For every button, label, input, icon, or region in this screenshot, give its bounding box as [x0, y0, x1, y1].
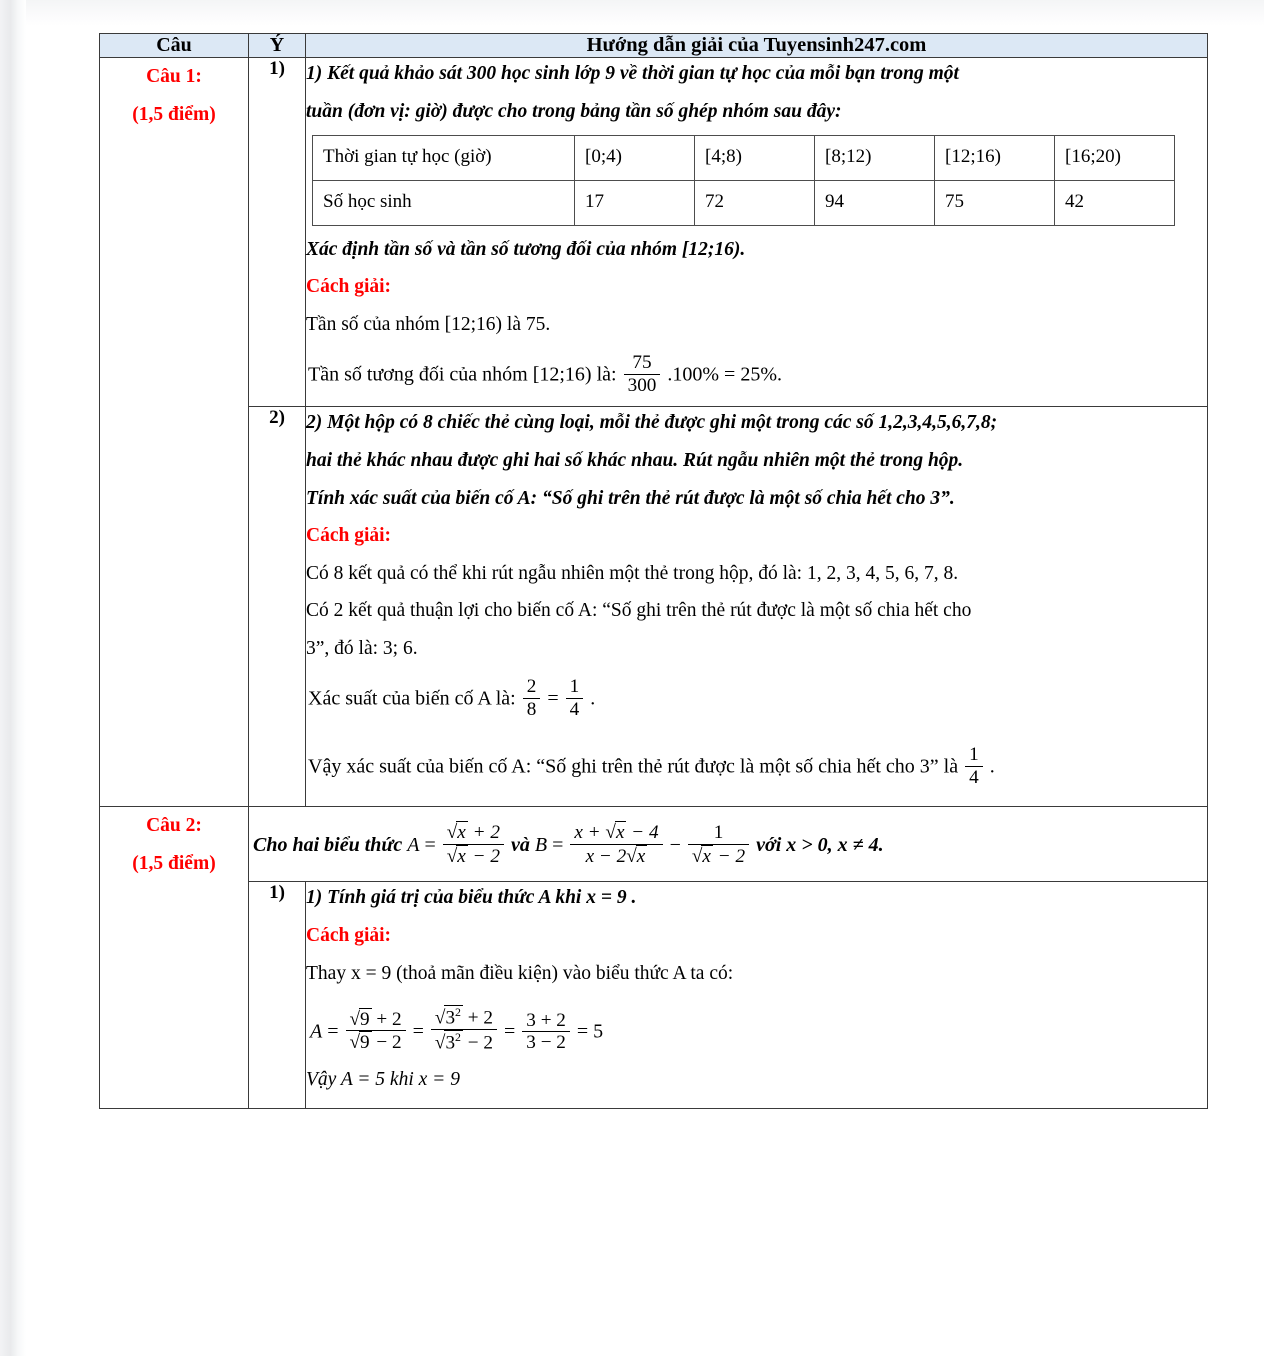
- equals-sign-2: =: [412, 1020, 424, 1043]
- fraction-denominator: 4: [566, 698, 584, 721]
- freq-count-0: 17: [575, 180, 695, 225]
- sqrt-icon: √9: [349, 1032, 370, 1054]
- sqrt-icon: $√3^2$: [434, 1030, 461, 1054]
- solution-line-2: Có 2 kết quả thuận lợi cho biến cố A: “Số ghi trên thẻ rút được là một số chia hết cho: [306, 600, 972, 622]
- variable-a: A: [407, 834, 420, 857]
- spacer: [306, 724, 1207, 738]
- numerator-tail: + 2: [376, 1008, 402, 1030]
- freq-count-4: 42: [1055, 180, 1175, 225]
- freq-count-1: 72: [695, 180, 815, 225]
- derivation-line: [306, 995, 1207, 1058]
- frequency-table: [312, 135, 1175, 226]
- fraction-a-definition: [443, 821, 504, 867]
- fraction-sqrt3squared-step: [431, 1005, 497, 1054]
- statement-line-2: hai thẻ khác nhau được ghi hai số khác nhau. Rút ngẫu nhiên một thẻ trong hộp.: [306, 450, 964, 471]
- solution-line-1: Thay x = 9 (thoả mãn điều kiện) vào biểu thức A ta có:: [306, 962, 734, 984]
- radicand: [444, 1030, 463, 1054]
- table-header-row: [100, 34, 1208, 58]
- statement-line-1: 2) Một hộp có 8 chiếc thẻ cùng loại, mỗi thẻ được ghi một trong các số 1,2,3,4,5,6,7,8;: [306, 412, 998, 434]
- conclusion-prefix: Vậy xác suất của biến cố A: “Số ghi trên thẻ rút được là một số chia hết cho 3” là: [308, 756, 959, 778]
- table-row-cau2-part1: [100, 882, 1208, 1108]
- spacer: [306, 1102, 1207, 1108]
- solution-label-cau1-1: Cách giải:: [306, 276, 392, 298]
- cau1-label-line1: Câu 1:: [146, 66, 202, 87]
- fraction-1-over-4-conclusion: [965, 744, 983, 788]
- radicand: x: [615, 822, 625, 844]
- solution-line-1: Tần số của nhóm [12;16) là 75.: [306, 313, 551, 335]
- radicand: [444, 1005, 463, 1029]
- equals-sign: =: [424, 834, 436, 857]
- answer-key-table: [99, 33, 1208, 1109]
- equals-result: = 5: [576, 1020, 604, 1043]
- sqrt-icon: √x: [446, 822, 466, 844]
- minus-sign: −: [669, 834, 681, 857]
- statement-line-2: tuần (đơn vị: giờ) được cho trong bảng tần số ghép nhóm sau đây:: [306, 100, 842, 122]
- fraction-numerator: 3 + 2: [526, 1009, 566, 1031]
- numerator-tail: + 2: [472, 822, 500, 844]
- conjunction-va: và: [510, 834, 530, 857]
- radicand: x: [636, 845, 646, 867]
- conclusion-line: [306, 738, 1207, 792]
- period: .: [590, 688, 596, 710]
- equals-sign: =: [552, 834, 564, 857]
- fraction-sqrt9-step: [346, 1008, 406, 1054]
- statement-line-1: 1) Tính giá trị của biểu thức A khi x = 9 .: [306, 887, 637, 909]
- solution-line-2: [306, 346, 1207, 400]
- spacer: [306, 400, 1207, 406]
- statement-line-3: Tính xác suất của biến cố A: “Số ghi trên thẻ rút được là một số chia hết cho 3”.: [306, 487, 955, 509]
- question-label-cau1: [100, 58, 249, 807]
- fraction-numerator: 75: [632, 352, 652, 374]
- solution-label-cau2-1: Cách giải:: [306, 925, 392, 947]
- numerator-tail: − 4: [631, 822, 659, 844]
- conclusion-line: Vậy A = 5 khi x = 9: [306, 1068, 460, 1090]
- solution-label-cau1-2: Cách giải:: [306, 525, 392, 547]
- radicand-base: 3: [445, 1032, 456, 1054]
- cau2-label-line1: Câu 2:: [146, 815, 202, 837]
- radicand: x: [457, 845, 466, 867]
- fraction-numerator: [431, 1005, 497, 1029]
- sqrt-icon: √x: [605, 822, 625, 844]
- probability-line: [306, 670, 1207, 724]
- radicand: x: [702, 845, 711, 867]
- fraction-numerator: 1: [969, 744, 979, 766]
- frequency-table-row-counts: [313, 180, 1175, 225]
- part-marker-cau1-1: 1): [249, 58, 306, 407]
- fraction-denominator: 300: [624, 374, 661, 397]
- with-label: với: [756, 834, 782, 857]
- sqrt-icon: √x: [626, 845, 646, 867]
- fraction-1-over-4: [566, 676, 584, 720]
- freq-count-3: 75: [935, 180, 1055, 225]
- sqrt-icon: √9: [349, 1008, 370, 1030]
- period: .: [989, 756, 995, 778]
- freq-interval-4: [16;20): [1055, 136, 1175, 181]
- cau1-label-line2: (1,5 điểm): [132, 104, 216, 126]
- fraction-numerator: [570, 821, 662, 844]
- statement-line-1: 1) Kết quả khảo sát 300 học sinh lớp 9 về thời gian tự học của mỗi bạn trong một: [306, 63, 959, 84]
- relative-frequency-suffix: .100% = 25%.: [667, 363, 782, 386]
- numerator-head: x +: [574, 822, 601, 844]
- radicand: 9: [360, 1008, 370, 1030]
- header-cell-cau: Câu: [100, 34, 249, 58]
- header-cell-guide: Hướng dẫn giải của Tuyensinh247.com: [306, 34, 1208, 58]
- fraction-denominator: [570, 844, 662, 868]
- header-cell-y: Ý: [249, 34, 306, 58]
- fraction-numerator: 2: [526, 676, 537, 698]
- fraction-denominator: 3 − 2: [522, 1031, 570, 1054]
- fraction-75-over-300: [624, 352, 661, 396]
- frequency-table-row-intervals: [313, 136, 1175, 181]
- probability-prefix: Xác suất của biến cố A là:: [308, 688, 516, 710]
- page-edge-shadow-top: [26, 0, 1264, 26]
- denominator-tail: − 2: [467, 1032, 494, 1054]
- fraction-denominator: [443, 844, 504, 868]
- fraction-b-term1: [570, 821, 662, 867]
- radicand: 9: [360, 1032, 370, 1054]
- fraction-denominator: 4: [965, 766, 983, 789]
- content-cau2-expression: [249, 807, 1208, 882]
- content-cau2-part1: [306, 882, 1208, 1108]
- content-cau1-part1: [306, 58, 1208, 407]
- solution-line-3: 3”, đó là: 3; 6.: [306, 637, 418, 659]
- fraction-numerator: [346, 1008, 406, 1031]
- condition-text: x > 0, x ≠ 4.: [786, 834, 884, 857]
- part-marker-cau2-1: 1): [249, 882, 306, 1108]
- denominator-tail: − 2: [472, 845, 500, 867]
- part-marker-cau1-2: 2): [249, 407, 306, 807]
- freq-interval-3: [12;16): [935, 136, 1055, 181]
- equals-sign: =: [547, 688, 559, 710]
- variable-a: A: [310, 1020, 323, 1043]
- radicand-exponent: 2: [455, 1030, 461, 1045]
- freq-interval-2: [8;12): [815, 136, 935, 181]
- radicand-base: 3: [445, 1007, 456, 1029]
- fraction-denominator: [688, 844, 749, 868]
- fraction-denominator: [431, 1029, 497, 1054]
- expression-definition: [249, 807, 1207, 881]
- freq-count-2: 94: [815, 180, 935, 225]
- freq-row-header-label: Thời gian tự học (giờ): [313, 136, 575, 181]
- table-row-cau1-part2: [100, 407, 1208, 807]
- page-edge-shadow-left: [0, 0, 26, 1356]
- sqrt-icon: √x: [691, 845, 711, 867]
- radicand-exponent: 2: [455, 1005, 461, 1020]
- denominator-head: x − 2: [585, 845, 627, 867]
- table-row-cau1-part1: [100, 58, 1208, 407]
- freq-interval-0: [0;4): [575, 136, 695, 181]
- radicand: x: [457, 822, 466, 844]
- fraction-denominator: [346, 1030, 406, 1054]
- fraction-numerator: 1: [569, 676, 580, 698]
- sqrt-icon: √x: [446, 845, 466, 867]
- relative-frequency-prefix: Tần số tương đối của nhóm [12;16) là:: [308, 363, 617, 386]
- spacer: [306, 792, 1207, 806]
- equals-sign-1: =: [327, 1020, 339, 1043]
- question-prompt-line: Xác định tần số và tần số tương đối của nhóm [12;16).: [306, 238, 746, 260]
- question-label-cau2: [100, 807, 249, 1108]
- numerator-tail: + 2: [467, 1007, 494, 1029]
- answer-key-sheet: [99, 33, 1207, 1109]
- fraction-numerator: 1: [713, 822, 724, 844]
- fraction-denominator: 8: [523, 698, 541, 721]
- content-cau1-part2: [306, 407, 1208, 807]
- equals-sign-3: =: [504, 1020, 516, 1043]
- denominator-tail: − 2: [376, 1032, 402, 1054]
- sqrt-icon: $√3^2$: [434, 1005, 461, 1029]
- denominator-tail: − 2: [717, 845, 746, 867]
- fraction-numerator: [443, 821, 504, 844]
- table-row-cau2-expression: [100, 807, 1208, 882]
- expression-lead: Cho hai biểu thức: [253, 834, 403, 857]
- cau2-label-line2: (1,5 điểm): [132, 853, 216, 875]
- solution-line-1: Có 8 kết quả có thể khi rút ngẫu nhiên một thẻ trong hộp, đó là: 1, 2, 3, 4, 5, 6, 7, 8.: [306, 562, 959, 584]
- fraction-b-term2: [688, 822, 749, 867]
- fraction-numeric-step: [522, 1010, 570, 1054]
- variable-b: B: [534, 834, 548, 857]
- freq-row-count-label: Số học sinh: [313, 180, 575, 225]
- fraction-2-over-8: [523, 676, 541, 720]
- freq-interval-1: [4;8): [695, 136, 815, 181]
